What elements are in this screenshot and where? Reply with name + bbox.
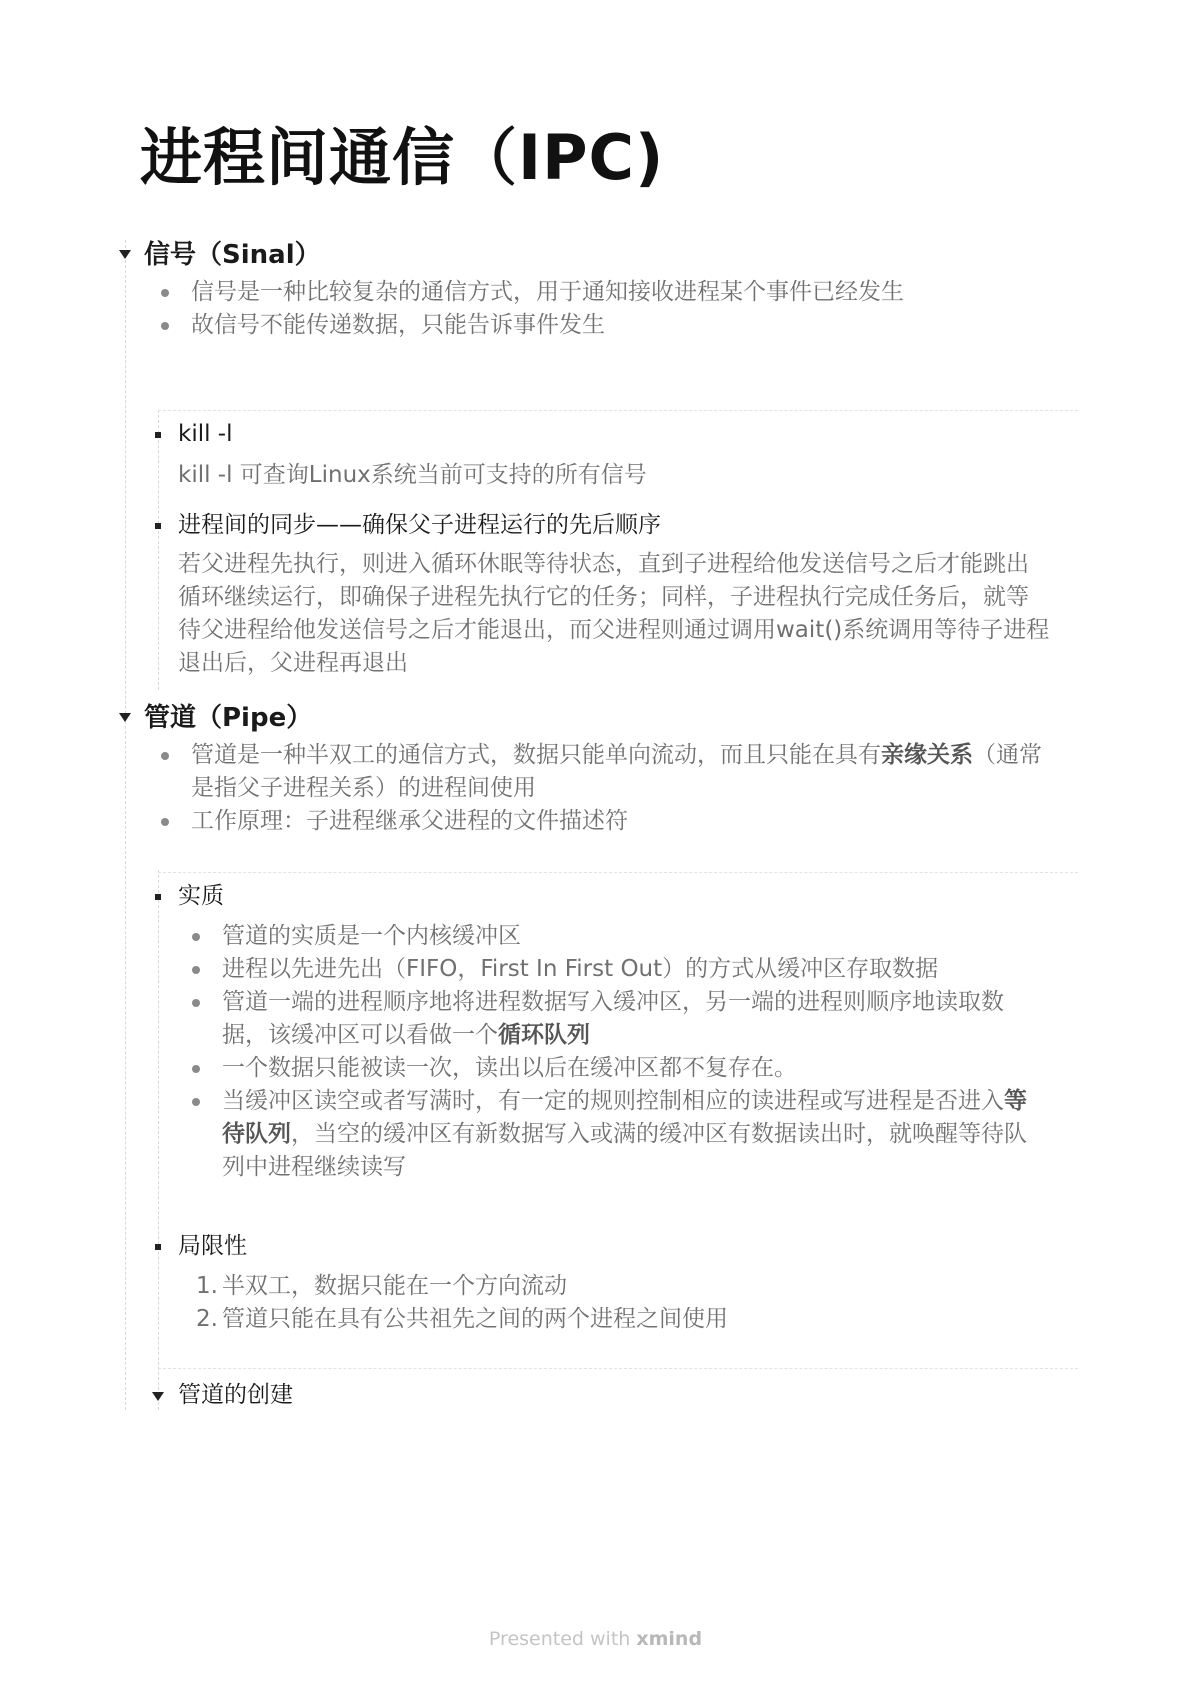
topic-pipe-create[interactable]: 管道的创建 (178, 1382, 293, 1408)
note-text: ，当空的缓冲区有新数据写入或满的缓冲区有数据读出时，就唤醒等待队 (291, 1121, 1027, 1147)
note-text: 管道的实质是一个内核缓冲区 (222, 923, 521, 949)
topic-marker-icon (155, 894, 161, 900)
note-text: 故信号不能传递数据，只能告诉事件发生 (191, 312, 605, 338)
note-pipe (191, 739, 1091, 838)
list-item (191, 739, 1091, 805)
topic-signal[interactable]: 信号（Sinal） (144, 240, 321, 270)
note-bold-text: 待队列 (222, 1121, 291, 1147)
footer-prefix: Presented with (488, 1628, 637, 1650)
note-text: 管道只能在具有公共祖先之间的两个进程之间使用 (222, 1306, 728, 1332)
note-text: 据，该缓冲区可以看做一个 (222, 1022, 498, 1048)
note-text: 列中进程继续读写 (222, 1154, 406, 1180)
topic-kill-l[interactable]: kill -l (178, 421, 233, 447)
bullet-icon (192, 1065, 200, 1073)
note-line: 循环继续运行，即确保子进程先执行它的任务；同样，子进程执行完成任务后，就等 (178, 584, 1029, 610)
note-limitations (196, 1270, 1082, 1336)
list-item (222, 953, 1102, 986)
divider-pipe-children (158, 872, 1078, 873)
note-essence (222, 920, 1102, 1184)
divider-pipe-create (158, 1368, 1078, 1369)
collapse-toggle-icon[interactable] (119, 250, 131, 259)
note-kill-l: kill -l 可查询Linux系统当前可支持的所有信号 (178, 462, 647, 488)
bullet-icon (161, 289, 169, 297)
list-item (191, 805, 1091, 838)
topic-essence[interactable]: 实质 (178, 883, 224, 909)
collapse-toggle-icon[interactable] (119, 713, 131, 722)
list-item (191, 276, 1091, 309)
note-text: 管道一端的进程顺序地将进程数据写入缓冲区，另一端的进程则顺序地读取数 (222, 989, 1004, 1015)
topic-marker-icon (155, 1244, 161, 1250)
footer-presented-with (0, 1628, 1191, 1650)
note-line: 若父进程先执行，则进入循环休眠等待状态，直到子进程给他发送信号之后才能跳出 (178, 551, 1029, 577)
tree-connector-root (125, 240, 126, 1410)
note-text: 是指父子进程关系）的进程间使用 (191, 775, 536, 801)
note-text: 进程以先进先出（FIFO，First In First Out）的方式从缓冲区存取数据 (222, 956, 939, 982)
note-text: 管道是一种半双工的通信方式，数据只能单向流动，而且只能在具有 (191, 742, 881, 768)
note-text: 工作原理：子进程继承父进程的文件描述符 (191, 808, 628, 834)
bullet-icon (192, 1098, 200, 1106)
bullet-icon (161, 322, 169, 330)
note-line: 退出后，父进程再退出 (178, 650, 408, 676)
note-line: 待父进程给他发送信号之后才能退出，而父进程则通过调用wait()系统调用等待子进程 (178, 617, 1050, 643)
bullet-icon (161, 752, 169, 760)
topic-limitations[interactable]: 局限性 (178, 1233, 247, 1259)
tree-connector-signal (158, 410, 159, 690)
page-title: 进程间通信（IPC) (140, 121, 665, 194)
note-text: 一个数据只能被读一次，读出以后在缓冲区都不复存在。 (222, 1055, 797, 1081)
list-item (222, 986, 1102, 1052)
note-text: （通常 (973, 742, 1042, 768)
collapse-toggle-icon[interactable] (152, 1392, 164, 1401)
bullet-icon (161, 818, 169, 826)
tree-connector-pipe (158, 870, 159, 1410)
note-text: 当缓冲区读空或者写满时，有一定的规则控制相应的读进程或写进程是否进入 (222, 1088, 1004, 1114)
note-bold-text: 等 (1004, 1088, 1027, 1114)
note-signal (191, 276, 1091, 342)
xmind-logo: xmind (636, 1628, 703, 1650)
divider-signal-children (158, 410, 1078, 411)
list-number: 2. (196, 1306, 218, 1332)
note-text: 半双工，数据只能在一个方向流动 (222, 1273, 567, 1299)
bullet-icon (192, 966, 200, 974)
list-item (191, 309, 1091, 342)
topic-process-sync[interactable]: 进程间的同步——确保父子进程运行的先后顺序 (178, 512, 661, 538)
topic-marker-icon (155, 432, 161, 438)
list-number: 1. (196, 1273, 218, 1299)
bullet-icon (192, 933, 200, 941)
note-process-sync (178, 548, 1049, 680)
topic-marker-icon (155, 523, 161, 529)
list-item (222, 1085, 1102, 1184)
note-bold-text: 循环队列 (498, 1022, 590, 1048)
topic-pipe[interactable]: 管道（Pipe） (144, 703, 313, 733)
note-bold-text: 亲缘关系 (881, 742, 973, 768)
bullet-icon (192, 999, 200, 1007)
list-item (222, 1052, 1102, 1085)
list-item (196, 1270, 1082, 1303)
list-item (196, 1303, 1082, 1336)
list-item (222, 920, 1102, 953)
note-text: 信号是一种比较复杂的通信方式，用于通知接收进程某个事件已经发生 (191, 279, 904, 305)
